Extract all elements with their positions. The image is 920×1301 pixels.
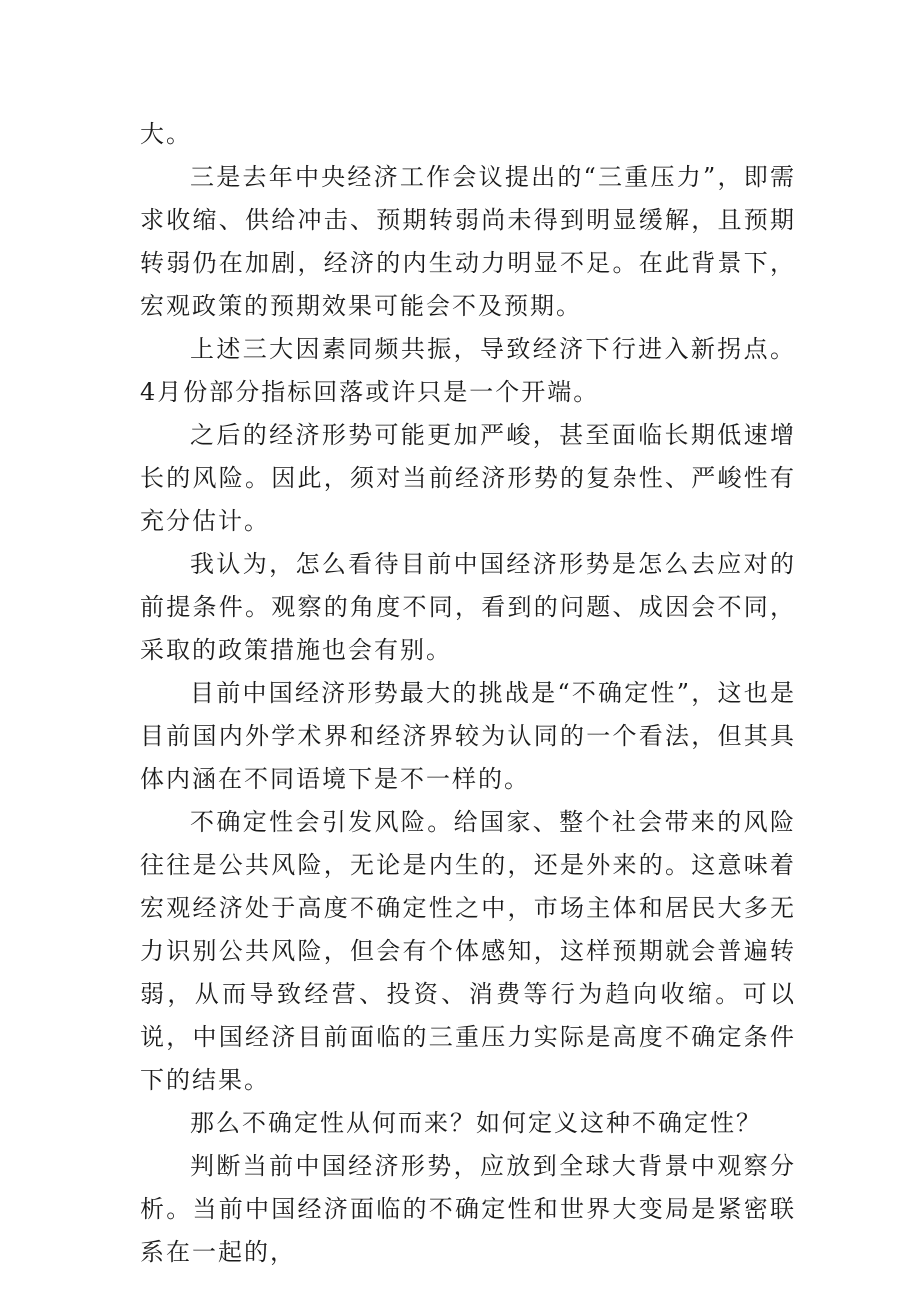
paragraph-severe-outlook: 之后的经济形势可能更加严峻，甚至面临长期低速增长的风险。因此，须对当前经济形势的复杂性、严峻性有充分估计。 [140,421,796,535]
paragraph-question: 那么不确定性从何而来？如何定义这种不确定性？ [190,1109,762,1137]
paragraph-three-pressures: 三是去年中央经济工作会议提出的“三重压力”，即需求收缩、供给冲击、预期转弱尚未得到明显缓解，且预期转弱仍在加剧，经济的内生动力明显不足。在此背景下，宏观政策的预期效果可能会不及预期。 [140,163,796,320]
paragraph-continuation: 大。 [140,120,192,148]
paragraph-turning-point: 上述三大因素同频共振，导致经济下行进入新拐点。4月份部分指标回落或许只是一个开端。 [140,335,796,406]
paragraph-global-context: 判断当前中国经济形势，应放到全球大背景中观察分析。当前中国经济面临的不确定性和世界大变局是紧密联系在一起的， [140,1152,796,1266]
paragraph-perspective: 我认为，怎么看待目前中国经济形势是怎么去应对的前提条件。观察的角度不同，看到的问题、成因会不同，采取的政策措施也会有别。 [140,550,796,664]
document-body [140,113,796,1274]
paragraph-uncertainty-challenge: 目前中国经济形势最大的挑战是“不确定性”，这也是目前国内外学术界和经济界较为认同的一个看法，但其具体内涵在不同语境下是不一样的。 [140,679,796,793]
paragraph-public-risk: 不确定性会引发风险。给国家、整个社会带来的风险往往是公共风险，无论是内生的，还是外来的。这意味着宏观经济处于高度不确定性之中，市场主体和居民大多无力识别公共风险，但会有个体感知，这样预期就会普遍转弱，从而导致经营、投资、消费等行为趋向收缩。可以说，中国经济目前面临的三重压力实际是高度不确定条件下的结果。 [140,808,796,1094]
